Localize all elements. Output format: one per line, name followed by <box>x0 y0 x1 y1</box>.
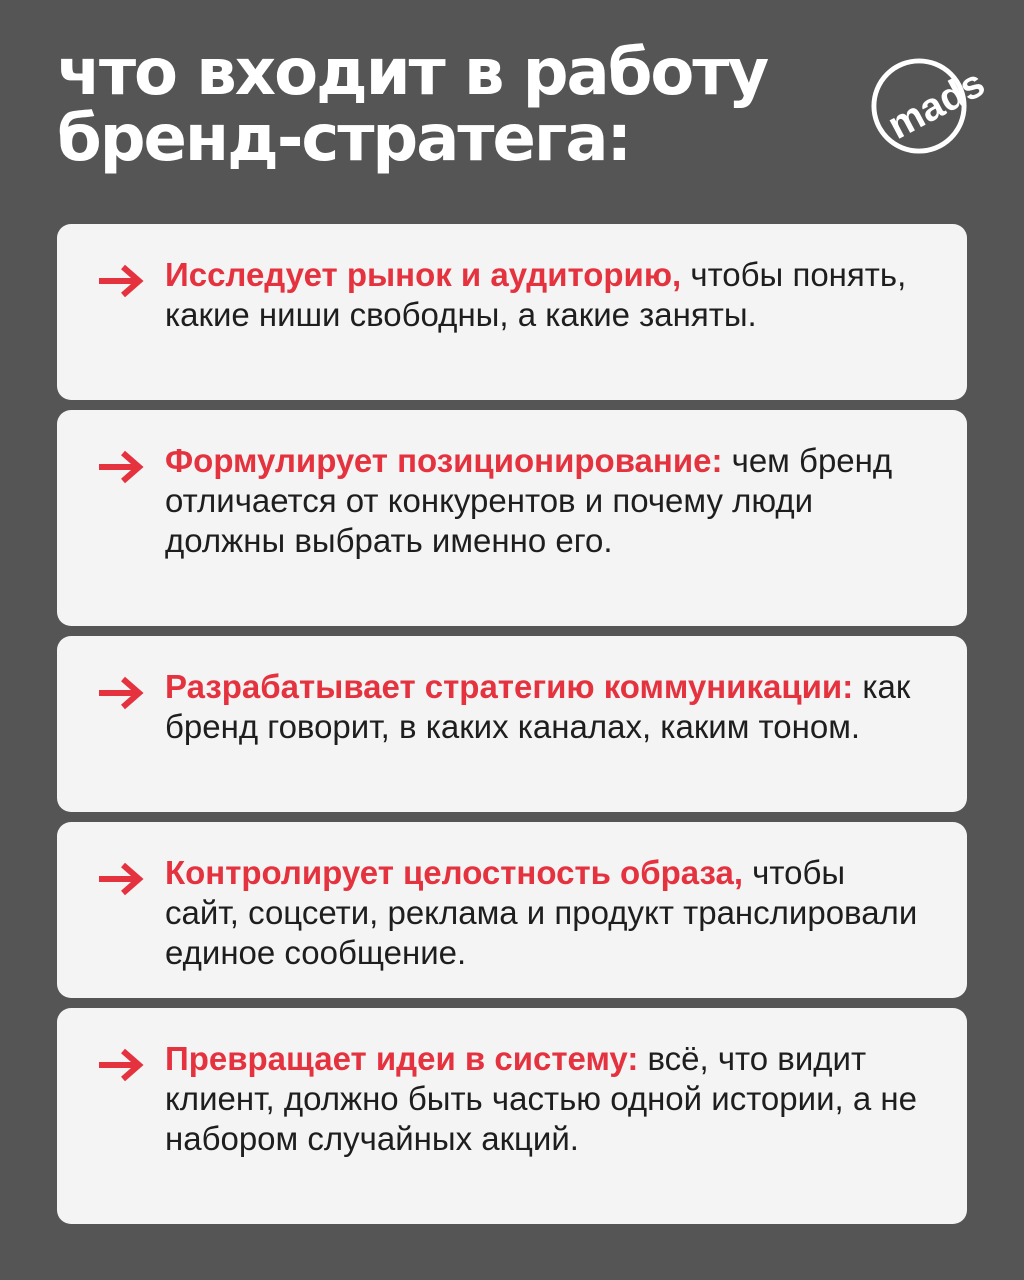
card-body: чтобы понять, какие ниши свободны, а какие заняты. <box>165 256 907 333</box>
logo-text: mads <box>881 61 992 148</box>
card-ideas-to-system <box>57 1008 967 1224</box>
card-body: всё, что видит клиент, должно быть частью одной истории, а не набором случайных акций. <box>165 1040 917 1157</box>
arrow-right-icon <box>95 448 145 486</box>
mads-logo <box>870 57 992 155</box>
card-body: чтобы сайт, соцсети, реклама и продукт транслировали единое сообщение. <box>165 854 918 971</box>
card-positioning <box>57 410 967 626</box>
arrow-right-icon <box>95 262 145 300</box>
page-title-line-1: что входит в работу <box>57 36 768 110</box>
card-communication-strategy <box>57 636 967 812</box>
arrow-right-icon <box>95 860 145 898</box>
card-body: как бренд говорит, в каких каналах, каким тоном. <box>165 668 911 745</box>
card-market-research <box>57 224 967 400</box>
card-brand-integrity <box>57 822 967 998</box>
card-highlight: Разрабатывает стратегию коммуникации: <box>165 668 854 705</box>
page-title-line-2: бренд-стратега: <box>57 102 631 176</box>
card-text <box>165 853 927 973</box>
card-text <box>165 441 927 561</box>
arrow-right-icon <box>95 674 145 712</box>
arrow-right-icon <box>95 1046 145 1084</box>
card-highlight: Превращает идеи в систему: <box>165 1040 639 1077</box>
card-text <box>165 667 927 747</box>
card-highlight: Формулирует позиционирование: <box>165 442 723 479</box>
card-body: чем бренд отличается от конкурентов и почему люди должны выбрать именно его. <box>165 442 893 559</box>
card-highlight: Исследует рынок и аудиторию, <box>165 256 682 293</box>
page-title <box>57 36 877 176</box>
card-list <box>57 224 967 1234</box>
card-highlight: Контролирует целостность образа, <box>165 854 743 891</box>
card-text <box>165 1039 927 1159</box>
card-text <box>165 255 927 335</box>
